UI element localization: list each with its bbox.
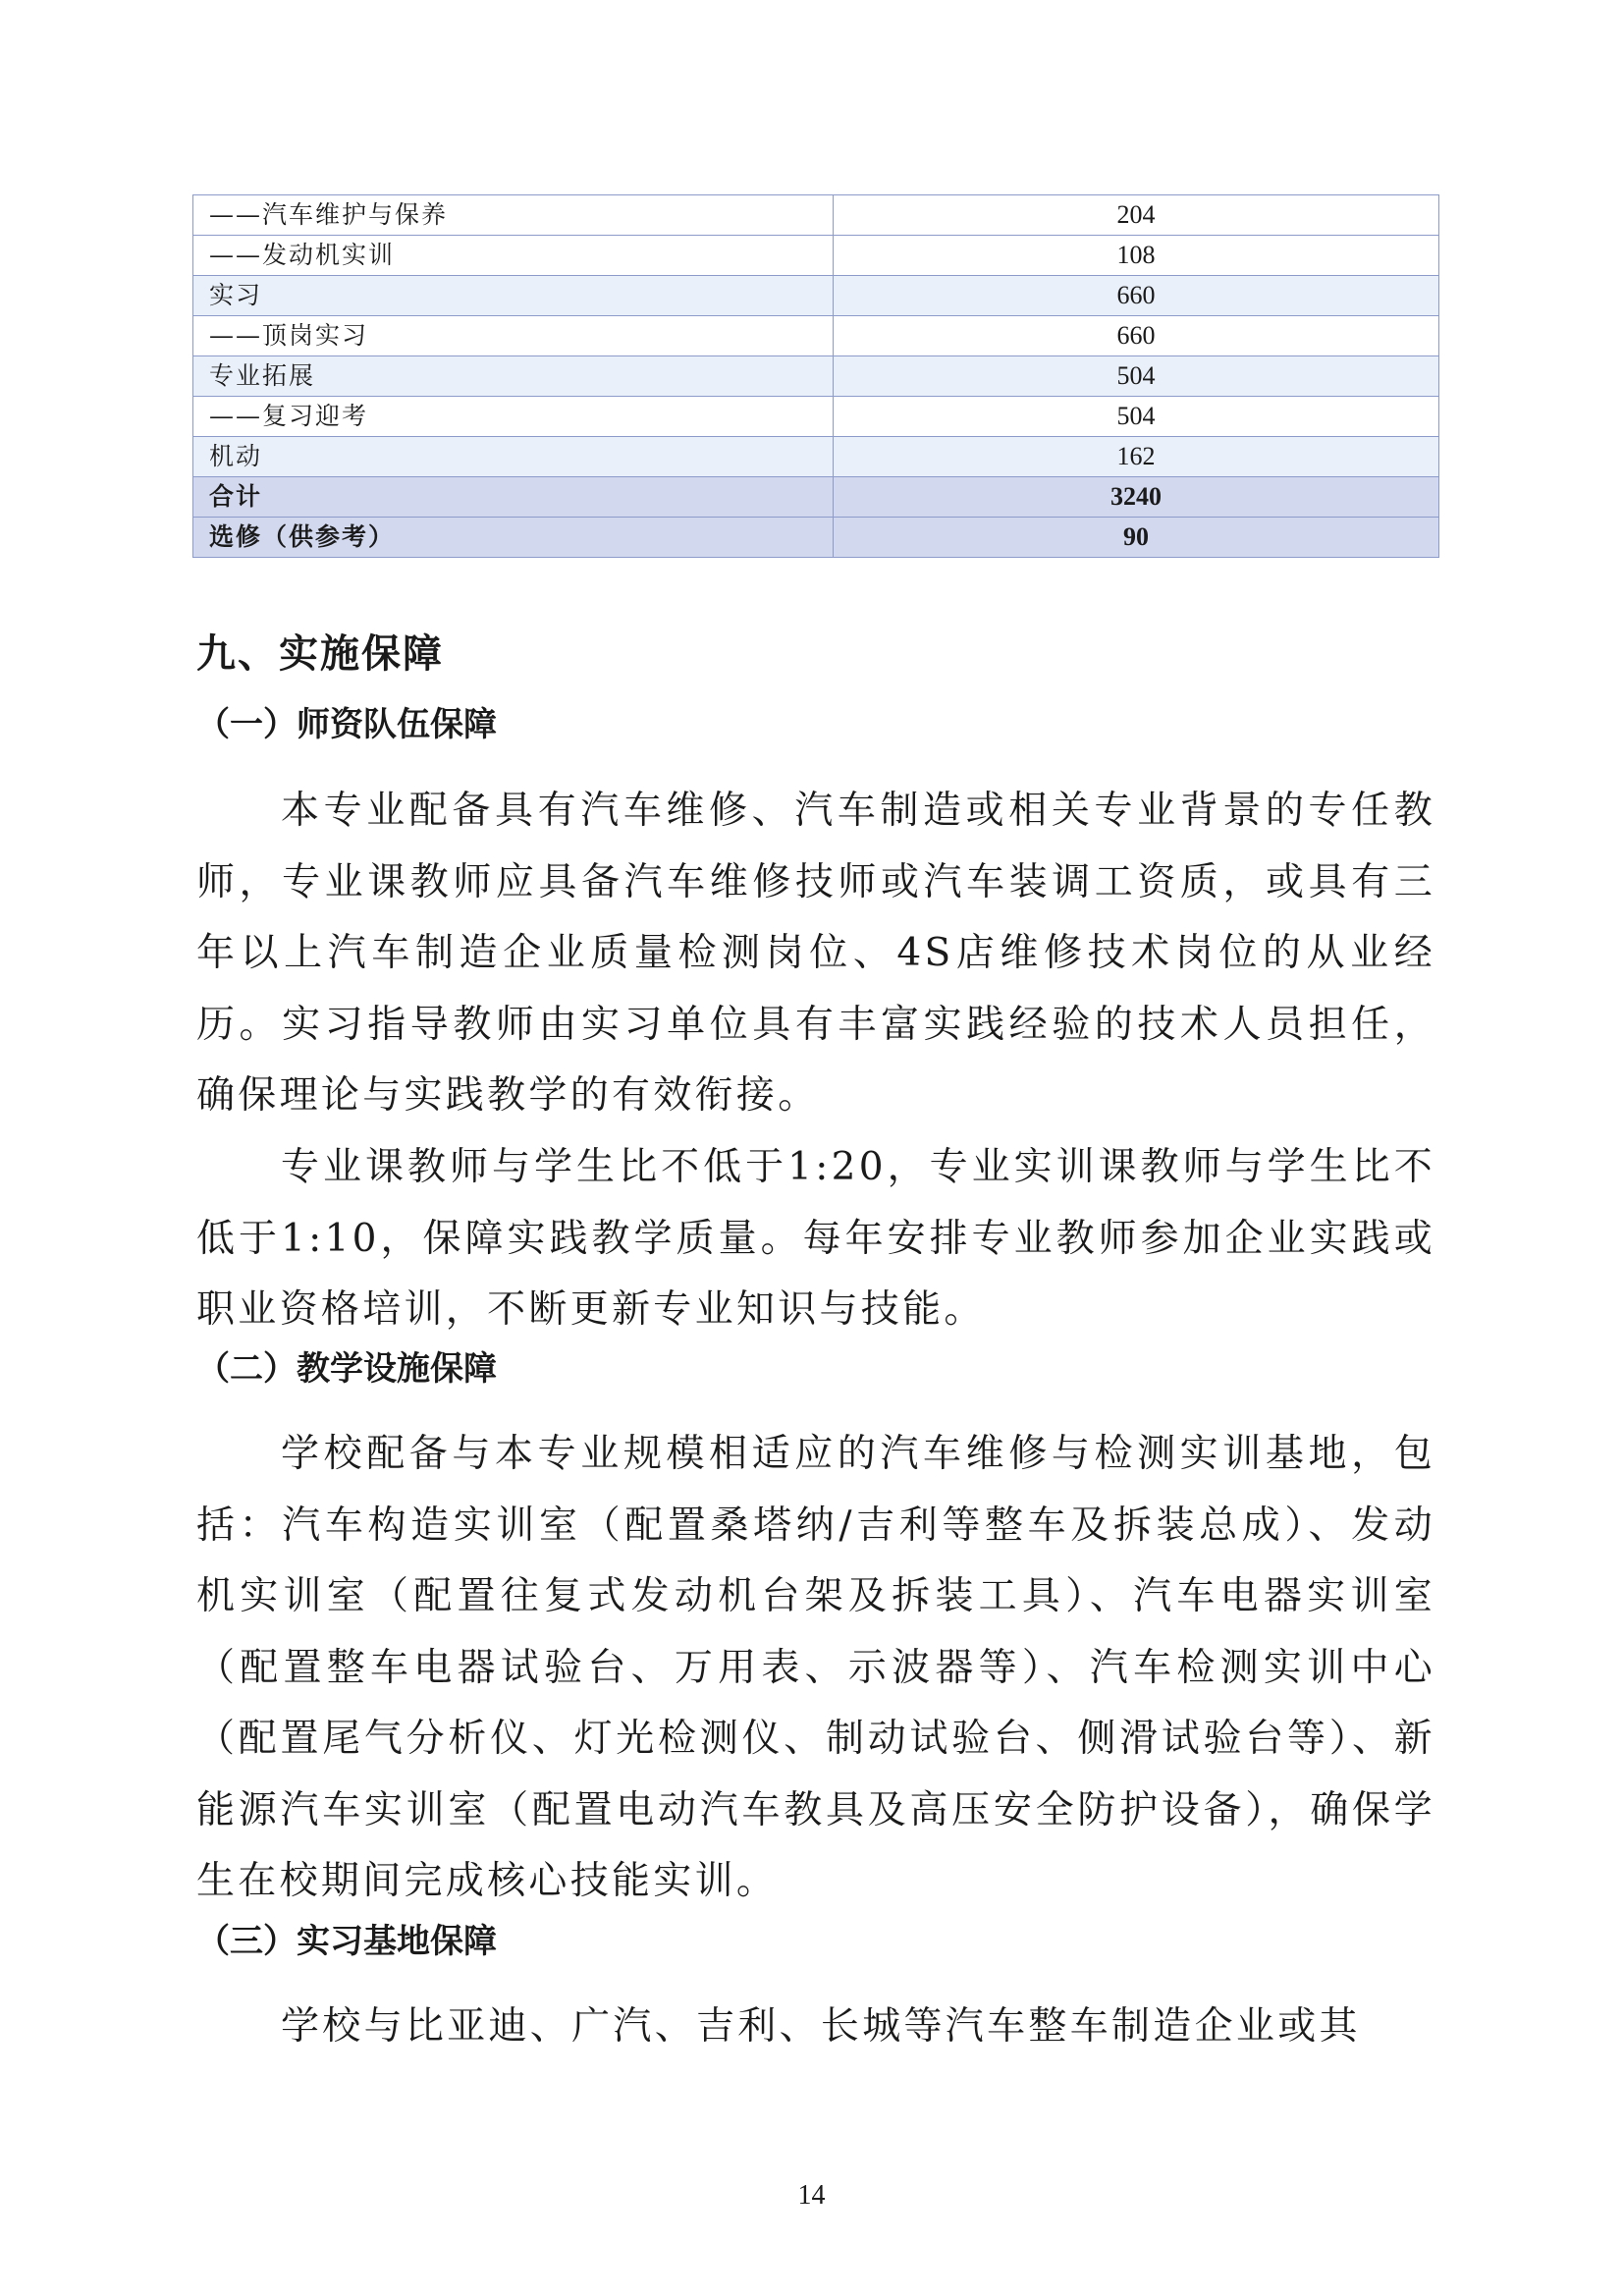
course-name-cell: 实习	[193, 276, 834, 316]
table-row	[193, 195, 1439, 236]
course-name-cell: ——复习迎考	[193, 397, 834, 437]
course-name-cell: ——汽车维护与保养	[193, 195, 834, 236]
table-row	[193, 477, 1439, 518]
table-row	[193, 316, 1439, 356]
course-name-cell: 合计	[193, 477, 834, 518]
table-row	[193, 397, 1439, 437]
course-hours-table-body	[193, 195, 1439, 558]
table-row	[193, 518, 1439, 558]
course-hours-table	[192, 194, 1439, 558]
table-row	[193, 356, 1439, 397]
course-hours-cell: 90	[834, 518, 1439, 558]
course-hours-cell: 108	[834, 236, 1439, 276]
paragraph-faculty-1: 本专业配备具有汽车维修、汽车制造或相关专业背景的专任教师，专业课教师应具备汽车维修技师或汽车装调工资质，或具有三年以上汽车制造企业质量检测岗位、4S店维修技术岗位的从业经历。实习指导教师由实习单位具有丰富实践经验的技术人员担任，确保理论与实践教学的有效衔接。	[196, 789, 1435, 1118]
course-hours-cell: 204	[834, 195, 1439, 236]
subsection-title-facilities: （二）教学设施保障	[196, 1349, 497, 1389]
paragraph-internship-1: 学校与比亚迪、广汽、吉利、长城等汽车整车制造企业或其	[281, 2004, 1361, 2049]
course-name-cell: ——顶岗实习	[193, 316, 834, 356]
page-number: 14	[797, 2180, 826, 2211]
course-name-cell: 选修（供参考）	[193, 518, 834, 558]
subsection-title-internship: （三）实习基地保障	[196, 1922, 497, 1961]
course-hours-cell: 660	[834, 276, 1439, 316]
course-hours-cell: 504	[834, 397, 1439, 437]
table-row	[193, 276, 1439, 316]
course-name-cell: 机动	[193, 437, 834, 477]
course-name-cell: ——发动机实训	[193, 236, 834, 276]
table-row	[193, 236, 1439, 276]
paragraph-faculty-2: 专业课教师与学生比不低于1:20，专业实训课教师与学生比不低于1:10，保障实践教学质量。每年安排专业教师参加企业实践或职业资格培训，不断更新专业知识与技能。	[196, 1145, 1435, 1332]
table-row	[193, 437, 1439, 477]
course-hours-cell: 504	[834, 356, 1439, 397]
section-title: 九、实施保障	[196, 631, 444, 677]
course-hours-cell: 162	[834, 437, 1439, 477]
course-hours-cell: 660	[834, 316, 1439, 356]
paragraph-facilities-1: 学校配备与本专业规模相适应的汽车维修与检测实训基地，包括：汽车构造实训室（配置桑塔纳/吉利等整车及拆装总成）、发动机实训室（配置往复式发动机台架及拆装工具）、汽车电器实训室（配置整车电器试验台、万用表、示波器等）、汽车检测实训中心（配置尾气分析仪、灯光检测仪、制动试验台、侧滑试验台等）、新能源汽车实训室（配置电动汽车教具及高压安全防护设备），确保学生在校期间完成核心技能实训。	[196, 1432, 1435, 1903]
course-name-cell: 专业拓展	[193, 356, 834, 397]
subsection-title-faculty: （一）师资队伍保障	[196, 705, 497, 744]
course-hours-cell: 3240	[834, 477, 1439, 518]
